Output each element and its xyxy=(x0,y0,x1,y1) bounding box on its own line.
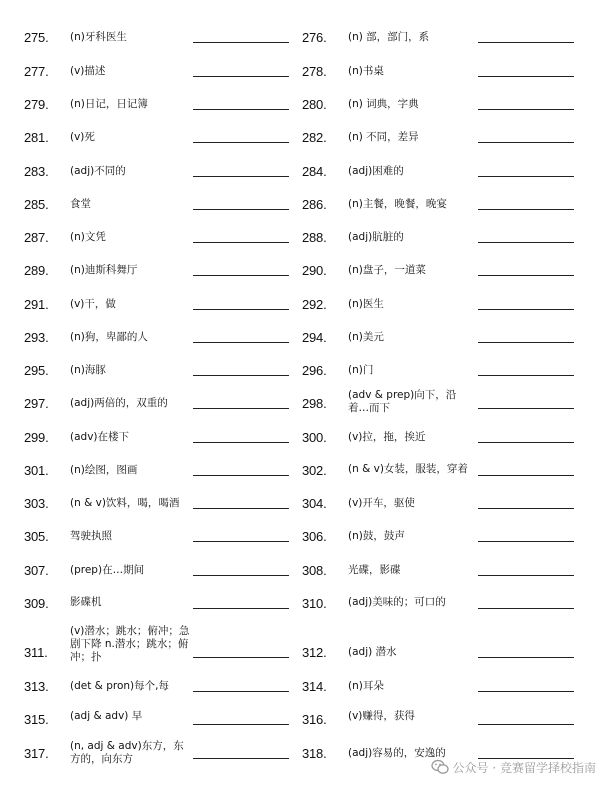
answer-blank-line[interactable] xyxy=(478,42,574,43)
entry-definition: (v)描述 xyxy=(70,64,106,77)
entry-definition: (n)美元 xyxy=(348,330,384,343)
answer-blank-line[interactable] xyxy=(193,724,289,725)
answer-blank-line[interactable] xyxy=(193,475,289,476)
entry-number: 317. xyxy=(24,745,49,761)
entry-definition: (adj)困难的 xyxy=(348,164,404,177)
entry-definition: (n & v)女装，服装，穿着 xyxy=(348,462,468,475)
answer-blank-line[interactable] xyxy=(478,608,574,609)
entry-definition: 食堂 xyxy=(70,197,91,210)
answer-blank-line[interactable] xyxy=(478,657,574,658)
answer-blank-line[interactable] xyxy=(193,42,289,43)
answer-blank-line[interactable] xyxy=(193,209,289,210)
answer-blank-line[interactable] xyxy=(193,575,289,576)
entry-number: 278. xyxy=(302,63,327,79)
entry-definition: (n) 词典，字典 xyxy=(348,97,419,110)
wechat-icon xyxy=(431,759,449,775)
answer-blank-line[interactable] xyxy=(478,508,574,509)
answer-blank-line[interactable] xyxy=(193,142,289,143)
answer-blank-line[interactable] xyxy=(193,242,289,243)
answer-blank-line[interactable] xyxy=(193,408,289,409)
entry-definition: (v)干，做 xyxy=(70,297,116,310)
entry-number: 290. xyxy=(302,262,327,278)
entry-definition: (adv)在楼下 xyxy=(70,430,130,443)
entry-number: 302. xyxy=(302,462,327,478)
entry-number: 291. xyxy=(24,296,49,312)
answer-blank-line[interactable] xyxy=(193,342,289,343)
entry-definition: (adj)不同的 xyxy=(70,164,126,177)
answer-blank-line[interactable] xyxy=(193,176,289,177)
entry-number: 279. xyxy=(24,96,49,112)
entry-number: 276. xyxy=(302,29,327,45)
answer-blank-line[interactable] xyxy=(193,541,289,542)
entry-number: 313. xyxy=(24,678,49,694)
answer-blank-line[interactable] xyxy=(193,442,289,443)
entry-definition: (n, adj & adv)东方，东方的，向东方 xyxy=(70,740,184,765)
entry-number: 277. xyxy=(24,63,49,79)
entry-definition: (adj)容易的，安逸的 xyxy=(348,746,446,759)
entry-number: 316. xyxy=(302,711,327,727)
entry-definition: (n)迪斯科舞厅 xyxy=(70,263,138,276)
entry-number: 301. xyxy=(24,462,49,478)
entry-definition: (n)门 xyxy=(348,363,374,376)
entry-number: 305. xyxy=(24,528,49,544)
answer-blank-line[interactable] xyxy=(478,375,574,376)
answer-blank-line[interactable] xyxy=(193,608,289,609)
entry-definition: (n)绘图，图画 xyxy=(70,463,138,476)
entry-number: 299. xyxy=(24,429,49,445)
entry-definition: (det & pron)每个,每 xyxy=(70,679,169,692)
entry-definition: (adj & adv) 早 xyxy=(70,709,143,722)
answer-blank-line[interactable] xyxy=(478,309,574,310)
entry-number: 286. xyxy=(302,196,327,212)
entry-number: 295. xyxy=(24,362,49,378)
entry-number: 283. xyxy=(24,163,49,179)
entry-definition: (n)盘子，一道菜 xyxy=(348,263,426,276)
entry-definition: (n & v)饮料，喝，喝酒 xyxy=(70,496,180,509)
entry-number: 288. xyxy=(302,229,327,245)
answer-blank-line[interactable] xyxy=(193,309,289,310)
entry-definition: (adj)美味的；可口的 xyxy=(348,595,446,608)
entry-definition: (n)海豚 xyxy=(70,363,106,376)
entry-definition: (v)赚得，获得 xyxy=(348,709,415,722)
entry-number: 284. xyxy=(302,163,327,179)
answer-blank-line[interactable] xyxy=(193,375,289,376)
entry-definition: (n)日记，日记簿 xyxy=(70,97,148,110)
answer-blank-line[interactable] xyxy=(193,758,289,759)
entry-definition: 驾驶执照 xyxy=(70,529,112,542)
entry-definition: (n) 部，部门，系 xyxy=(348,30,430,43)
entry-number: 281. xyxy=(24,129,49,145)
answer-blank-line[interactable] xyxy=(193,109,289,110)
entry-number: 296. xyxy=(302,362,327,378)
entry-number: 306. xyxy=(302,528,327,544)
watermark xyxy=(431,757,596,777)
entry-number: 308. xyxy=(302,562,327,578)
answer-blank-line[interactable] xyxy=(478,342,574,343)
answer-blank-line[interactable] xyxy=(478,475,574,476)
entry-number: 300. xyxy=(302,429,327,445)
entry-number: 297. xyxy=(24,395,49,411)
entry-definition: 光碟，影碟 xyxy=(348,563,401,576)
entry-number: 287. xyxy=(24,229,49,245)
entry-definition: (n)鼓，鼓声 xyxy=(348,529,405,542)
answer-blank-line[interactable] xyxy=(478,109,574,110)
entry-number: 275. xyxy=(24,29,49,45)
entry-number: 315. xyxy=(24,711,49,727)
entry-definition: (n)医生 xyxy=(348,297,384,310)
answer-blank-line[interactable] xyxy=(478,242,574,243)
answer-blank-line[interactable] xyxy=(478,408,574,409)
entry-number: 282. xyxy=(302,129,327,145)
entry-definition: (v)潜水；跳水；俯冲；急剧下降 n.潜水；跳水；俯冲；扑 xyxy=(70,624,190,663)
entry-definition: (v)死 xyxy=(70,130,95,143)
answer-blank-line[interactable] xyxy=(478,209,574,210)
answer-blank-line[interactable] xyxy=(478,176,574,177)
entry-number: 312. xyxy=(302,644,327,660)
answer-blank-line[interactable] xyxy=(478,724,574,725)
entry-number: 314. xyxy=(302,678,327,694)
answer-blank-line[interactable] xyxy=(193,76,289,77)
entry-definition: (n)牙科医生 xyxy=(70,30,127,43)
entry-definition: (n) 不同，差异 xyxy=(348,130,419,143)
entry-number: 289. xyxy=(24,262,49,278)
entry-definition: (v)拉，拖，挨近 xyxy=(348,430,426,443)
answer-blank-line[interactable] xyxy=(193,275,289,276)
answer-blank-line[interactable] xyxy=(193,657,289,658)
entry-definition: (n)狗，卑鄙的人 xyxy=(70,330,148,343)
entry-definition: (n)主餐，晚餐，晚宴 xyxy=(348,197,447,210)
entry-definition: (n)书桌 xyxy=(348,64,384,77)
entry-definition: (v)开车，驱使 xyxy=(348,496,415,509)
entry-number: 307. xyxy=(24,562,49,578)
entry-definition: 影碟机 xyxy=(70,595,102,608)
entry-number: 292. xyxy=(302,296,327,312)
answer-blank-line[interactable] xyxy=(478,142,574,143)
entry-number: 309. xyxy=(24,595,49,611)
entry-definition: (adj) 潜水 xyxy=(348,645,397,658)
answer-blank-line[interactable] xyxy=(193,508,289,509)
entry-definition: (adj)肮脏的 xyxy=(348,230,404,243)
entry-number: 285. xyxy=(24,196,49,212)
entry-number: 318. xyxy=(302,745,327,761)
entry-number: 294. xyxy=(302,329,327,345)
entry-number: 311. xyxy=(24,644,48,660)
entry-number: 280. xyxy=(302,96,327,112)
entry-definition: (adv & prep)向下，沿着…而下 xyxy=(348,389,457,414)
entry-definition: (prep)在…期间 xyxy=(70,563,145,576)
entry-definition: (n)文凭 xyxy=(70,230,106,243)
entry-number: 303. xyxy=(24,495,49,511)
watermark-text: 公众号 · 竞赛留学择校指南 xyxy=(452,760,596,775)
entry-number: 293. xyxy=(24,329,49,345)
answer-blank-line[interactable] xyxy=(193,691,289,692)
answer-blank-line[interactable] xyxy=(478,76,574,77)
entry-definition: (adj)两倍的，双重的 xyxy=(70,396,168,409)
answer-blank-line[interactable] xyxy=(478,442,574,443)
answer-blank-line[interactable] xyxy=(478,575,574,576)
entry-number: 298. xyxy=(302,395,327,411)
entry-definition: (n)耳朵 xyxy=(348,679,384,692)
entry-number: 304. xyxy=(302,495,327,511)
answer-blank-line[interactable] xyxy=(478,541,574,542)
entry-number: 310. xyxy=(302,595,327,611)
answer-blank-line[interactable] xyxy=(478,691,574,692)
answer-blank-line[interactable] xyxy=(478,275,574,276)
